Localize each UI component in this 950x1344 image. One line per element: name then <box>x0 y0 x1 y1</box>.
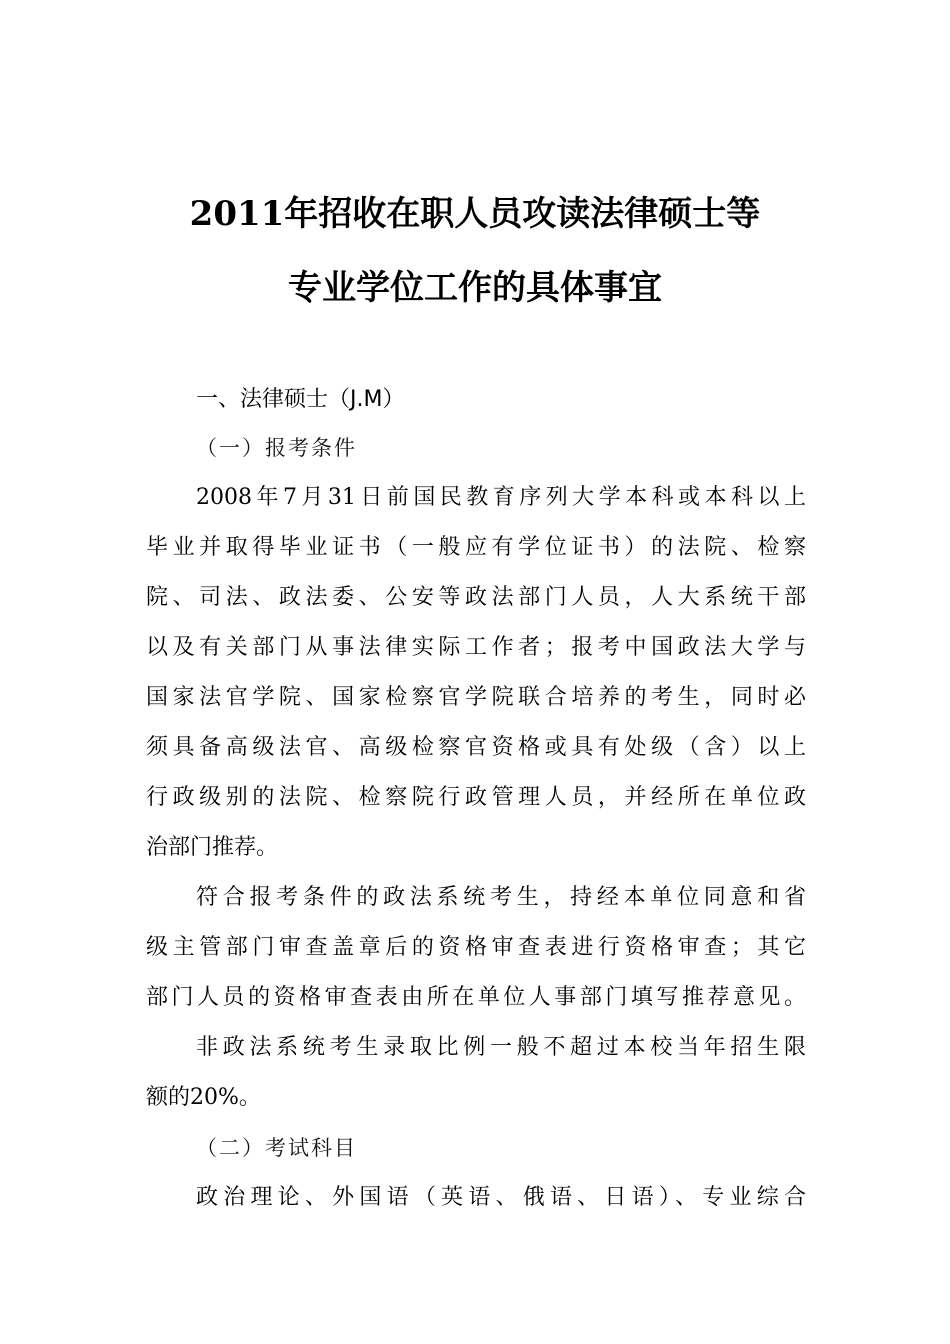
paragraph-eligibility-line: 行政级别的法院、检察院行政管理人员，并经所在单位政 <box>146 785 806 810</box>
subsection-heading-exam-subjects: （二）考试科目 <box>196 1136 357 1160</box>
paragraph-eligibility-line: 2008年7月31日前国民教育序列大学本科或本科以上 <box>196 485 806 510</box>
paragraph-review-line: 部门人员的资格审查表由所在单位人事部门填写推荐意见。 <box>146 985 806 1010</box>
paragraph-review-line: 符合报考条件的政法系统考生，持经本单位同意和省 <box>196 885 806 910</box>
paragraph-exam-subjects-line: 政治理论、外国语（英语、俄语、日语）、专业综合 <box>196 1185 806 1210</box>
paragraph-eligibility-line: 院、司法、政法委、公安等政法部门人员，人大系统干部 <box>146 585 806 610</box>
paragraph-review-line: 级主管部门审查盖章后的资格审查表进行资格审查；其它 <box>146 935 806 960</box>
paragraph-eligibility-line: 须具备高级法官、高级检察官资格或具有处级（含）以上 <box>146 735 806 760</box>
paragraph-eligibility-line: 毕业并取得毕业证书（一般应有学位证书）的法院、检察 <box>146 535 806 560</box>
document-title-line-2: 专业学位工作的具体事宜 <box>288 268 662 308</box>
paragraph-eligibility-line: 以及有关部门从事法律实际工作者；报考中国政法大学与 <box>146 635 806 660</box>
paragraph-ratio-line: 额的20%。 <box>146 1085 261 1110</box>
paragraph-eligibility-line: 治部门推荐。 <box>146 835 279 860</box>
subsection-heading-eligibility: （一）报考条件 <box>196 436 357 460</box>
section-heading-law-master: 一、法律硕士（J.M） <box>196 387 405 412</box>
paragraph-eligibility-line: 国家法官学院、国家检察官学院联合培养的考生，同时必 <box>146 685 806 710</box>
document-title-line-1: 2011年招收在职人员攻读法律硕士等 <box>189 194 761 234</box>
paragraph-ratio-line: 非政法系统考生录取比例一般不超过本校当年招生限 <box>196 1035 806 1060</box>
